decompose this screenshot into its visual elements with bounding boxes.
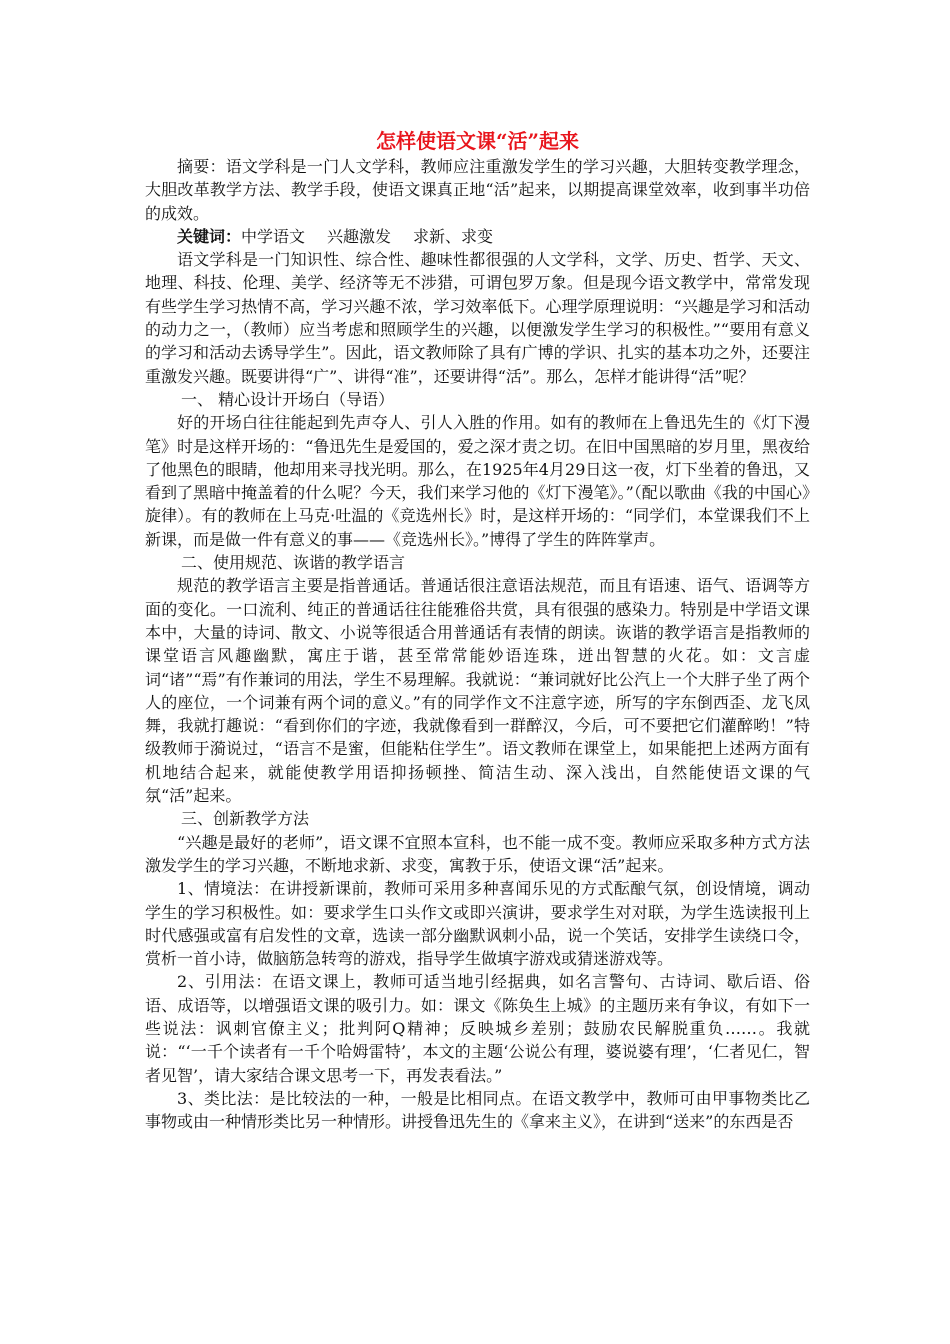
keyword-item: 求新、求变: [413, 226, 494, 246]
keywords-line: [145, 225, 810, 248]
keyword-item: 兴趣激发: [327, 226, 392, 246]
method-item-citation: 2、引用法：在语文课上，教师可适当地引经据典，如名言警句、古诗词、歇后语、俗语、成语等，以增强语文课的吸引力。如：课文《陈奂生上城》的主题历来有争议，有如下一些说法：讽刺官僚主义；批判阿Q精神；反映城乡差别；鼓励农民解脱重负……。我就说：“‘一千个读者有一千个哈姆雷特’，本文的主题‘公说公有理，婆说婆有理’，‘仁者见仁，智者见智’，请大家结合课文思考一下，再发表看法。”: [145, 972, 810, 1085]
section-3-heading: 三、创新教学方法: [181, 809, 310, 829]
section-2-heading: 二、使用规范、诙谐的教学语言: [181, 553, 406, 573]
method-item-situation: 1、情境法：在讲授新课前，教师可采用多种喜闻乐见的方式酝酿气氛，创设情境，调动学生的学习积极性。如：要求学生口头作文或即兴演讲，要求学生对对联，为学生选读报刊上时代感强或富有启发性的文章，选读一部分幽默讽刺小品，说一个笑话，安排学生读绕口令，赏析一首小诗，做脑筋急转弯的游戏，指导学生做填字游戏或猜迷游戏等。: [145, 879, 810, 969]
section-1-body: 好的开场白往往能起到先声夺人、引人入胜的作用。如有的教师在上鲁迅先生的《灯下漫笔》时是这样开场的：“鲁迅先生是爱国的，爱之深才责之切。在旧中国黑暗的岁月里，黑夜给了他黑色的眼睛，他却用来寻找光明。那么，在1925年4月29日这一夜，灯下坐着的鲁迅，又看到了黑暗中掩盖着的什么呢？今天，我们来学习他的《灯下漫笔》。”（配以歌曲《我的中国心》旋律）。有的教师在上马克·吐温的《竞选州长》时，是这样开场的：“同学们，本堂课我们不上新课，而是做一件有意义的事——《竞选州长》。”博得了学生的阵阵掌声。: [145, 413, 810, 549]
abstract-paragraph: 摘要：语文学科是一门人文学科，教师应注重激发学生的学习兴趣，大胆转变教学理念，大胆改革教学方法、教学手段，使语文课真正地“活”起来，以期提高课堂效率，收到事半功倍的成效。: [145, 157, 810, 223]
section-2-body: 规范的教学语言主要是指普通话。普通话很注意语法规范，而且有语速、语气、语调等方面的变化。一口流利、纯正的普通话往往能雅俗共赏，具有很强的感染力。特别是中学语文课本中，大量的诗词、散文、小说等很适合用普通话有表情的朗读。诙谐的教学语言是指教师的课堂语言风趣幽默，寓庄于谐，甚至常常能妙语连珠，迸出智慧的火花。如：文言虚词“诸”“焉”有作兼词的用法，学生不易理解。我就说：“兼词就好比公汽上一个大胖子坐了两个人的座位，一个词兼有两个词的意义。”有的同学作文不注意字迹，所写的字东倒西歪、龙飞凤舞，我就打趣说：“看到你们的字迹，我就像看到一群醉汉，今后，可不要把它们灌醉哟！”特级教师于漪说过，“语言不是蜜，但能粘住学生”。语文教师在课堂上，如果能把上述两方面有机地结合起来，就能使教学用语抑扬顿挫、简洁生动、深入浅出，自然能使语文课的气氛“活”起来。: [145, 576, 810, 806]
section-1-heading: 一、 精心设计开场白（导语）: [181, 389, 395, 409]
section-3-intro: “兴趣是最好的老师”，语文课不宜照本宣科，也不能一成不变。教师应采取多种方式方法激发学生的学习兴趣，不断地求新、求变，寓教于乐，使语文课“活”起来。: [145, 832, 810, 875]
keywords-label: 关键词：: [177, 226, 242, 246]
intro-paragraph: 语文学科是一门知识性、综合性、趣味性都很强的人文学科，文学、历史、哲学、天文、地理、科技、伦理、美学、经济等无不涉猎，可谓包罗万象。但是现今语文教学中，常常发现有些学生学习热情不高，学习兴趣不浓，学习效率低下。心理学原理说明：“兴趣是学习和活动的动力之一，（教师）应当考虑和照顾学生的兴趣，以便激发学生学习的积极性。”“要用有意义的学习和活动去诱导学生”。因此，语文教师除了具有广博的学识、扎实的基本功之外，还要注重激发兴趣。既要讲得“广”、讲得“准”，还要讲得“活”。那么，怎样才能讲得“活”呢？: [145, 250, 810, 386]
method-item-analogy: 3、类比法：是比较法的一种，一般是比相同点。在语文教学中，教师可由甲事物类比乙事物或由一种情形类比另一种情形。讲授鲁迅先生的《拿来主义》，在讲到“送来”的东西是否: [145, 1088, 810, 1132]
document-title: 怎样使语文课“活”起来: [375, 129, 579, 153]
keyword-item: 中学语文: [241, 226, 306, 246]
document-page: [145, 128, 810, 1133]
